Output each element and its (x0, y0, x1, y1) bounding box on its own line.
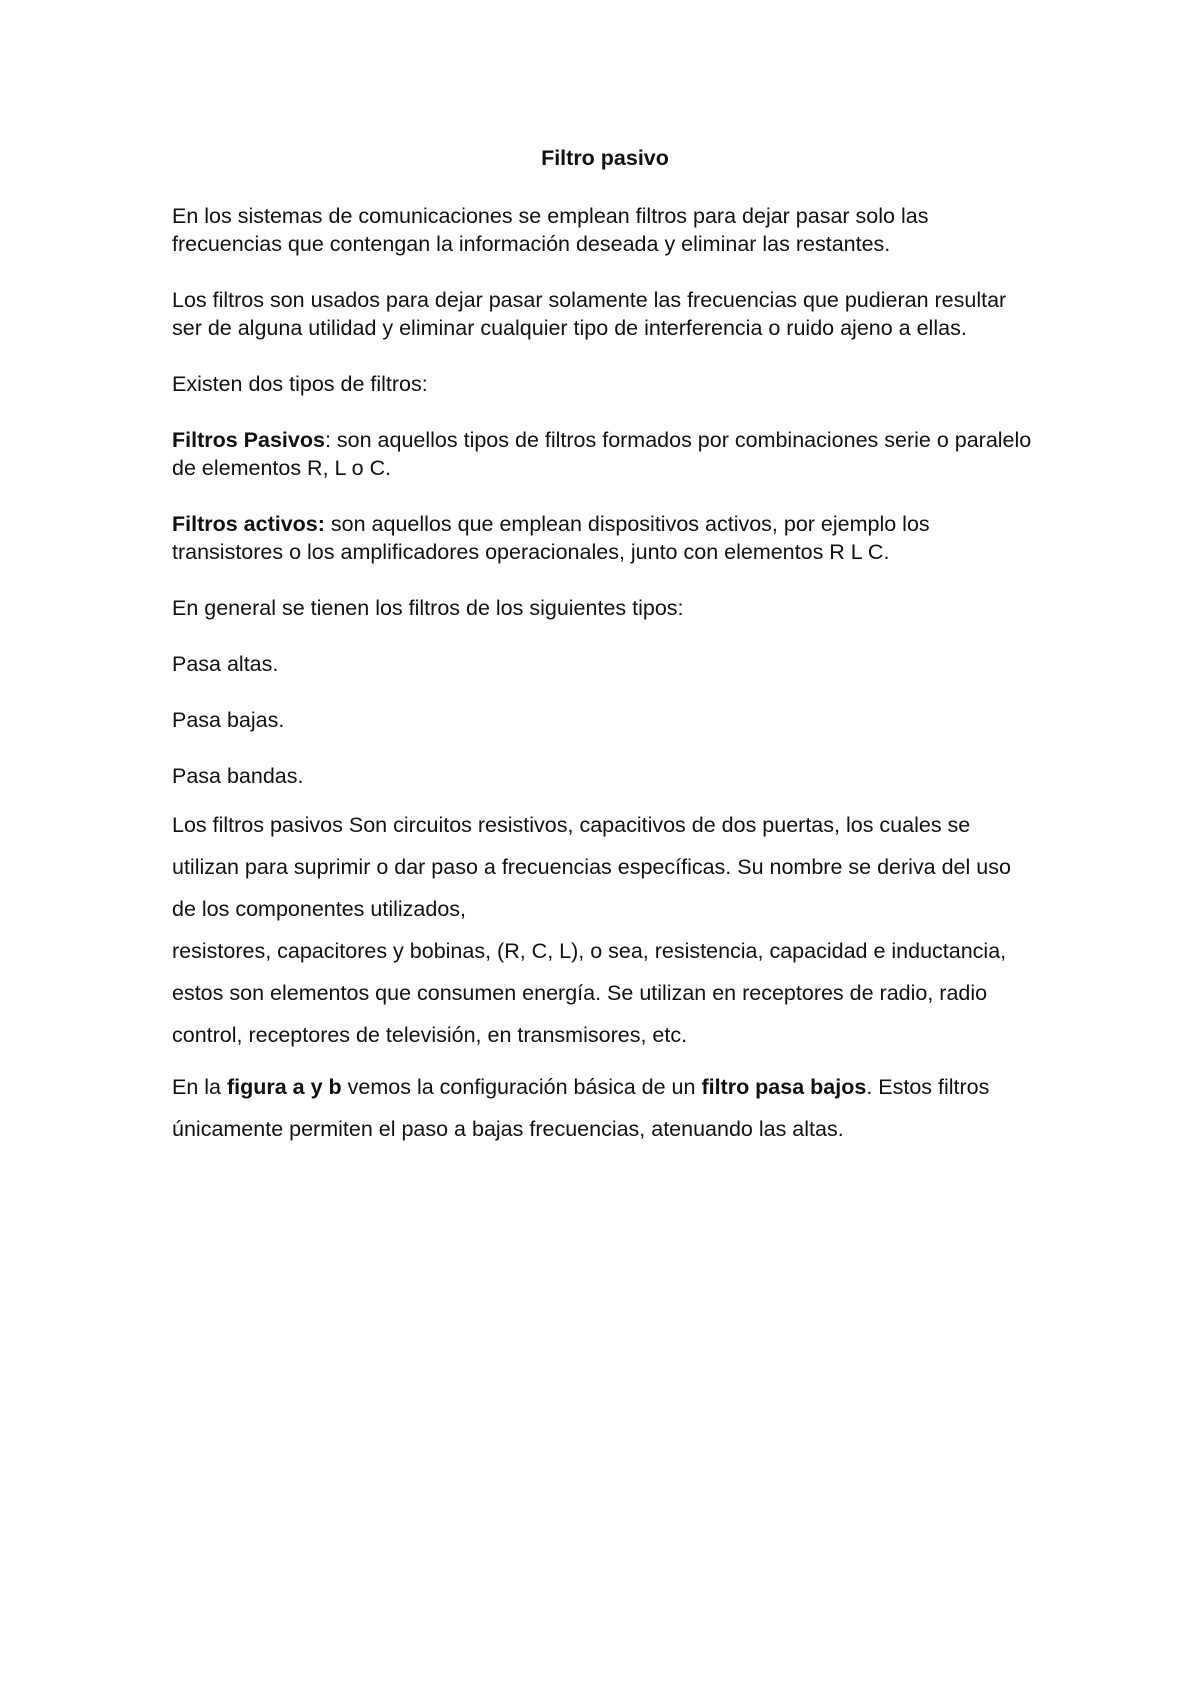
paragraph-figure-reference (172, 1066, 1038, 1150)
passive-description-part2: resistores, capacitores y bobinas, (R, C, L), o sea, resistencia, capacidad e inductancia, estos son elementos que consumen energía. Se utilizan en receptores de radio, radio control, receptores de televisión, en transmisores, etc. (172, 939, 1007, 1047)
paragraph-active-filters (172, 510, 1038, 566)
paragraph-passive-filters (172, 426, 1038, 482)
paragraph-general-types: En general se tienen los filtros de los siguientes tipos: (172, 596, 684, 620)
paragraph-usage: Los filtros son usados para dejar pasar solamente las frecuencias que pudieran resultar ser de alguna utilidad y eliminar cualquier tipo de interferencia o ruido ajeno a ellas. (172, 288, 1007, 340)
document-body (172, 140, 1038, 1156)
definition-active-filters: son aquellos que emplean dispositivos activos, por ejemplo los transistores o los amplificadores operacionales, junto con elementos R L C. (172, 512, 930, 564)
type-band-pass: Pasa bandas. (172, 764, 304, 788)
term-active-filters: Filtros activos: (172, 512, 325, 536)
type-high-pass: Pasa altas. (172, 652, 279, 676)
paragraph-passive-description (172, 804, 1038, 1056)
paragraph-intro: En los sistemas de comunicaciones se emplean filtros para dejar pasar solo las frecuencias que contengan la información deseada y eliminar las restantes. (172, 204, 929, 256)
figure-text-post: . Estos filtros únicamente permiten el paso a bajas frecuencias, atenuando las altas. (172, 1075, 990, 1141)
term-passive-filters: Filtros Pasivos (172, 428, 325, 452)
type-low-pass: Pasa bajas. (172, 708, 285, 732)
figure-text-mid: vemos la configuración básica de un (341, 1075, 702, 1099)
page-title: Filtro pasivo (541, 146, 669, 170)
low-pass-filter-bold: filtro pasa bajos (701, 1075, 867, 1099)
figure-ref-bold: figura a y b (226, 1075, 342, 1099)
paragraph-types-intro: Existen dos tipos de filtros: (172, 372, 428, 396)
passive-description-part1: Los filtros pasivos Son circuitos resistivos, capacitivos de dos puertas, los cuales se utilizan para suprimir o dar paso a frecuencias específicas. Su nombre se deriva del uso de los componentes utilizados, (172, 813, 1011, 921)
definition-passive-filters: : son aquellos tipos de filtros formados por combinaciones serie o paralelo de elementos R, L o C. (172, 428, 1032, 480)
figure-text-pre: En la (172, 1075, 227, 1099)
